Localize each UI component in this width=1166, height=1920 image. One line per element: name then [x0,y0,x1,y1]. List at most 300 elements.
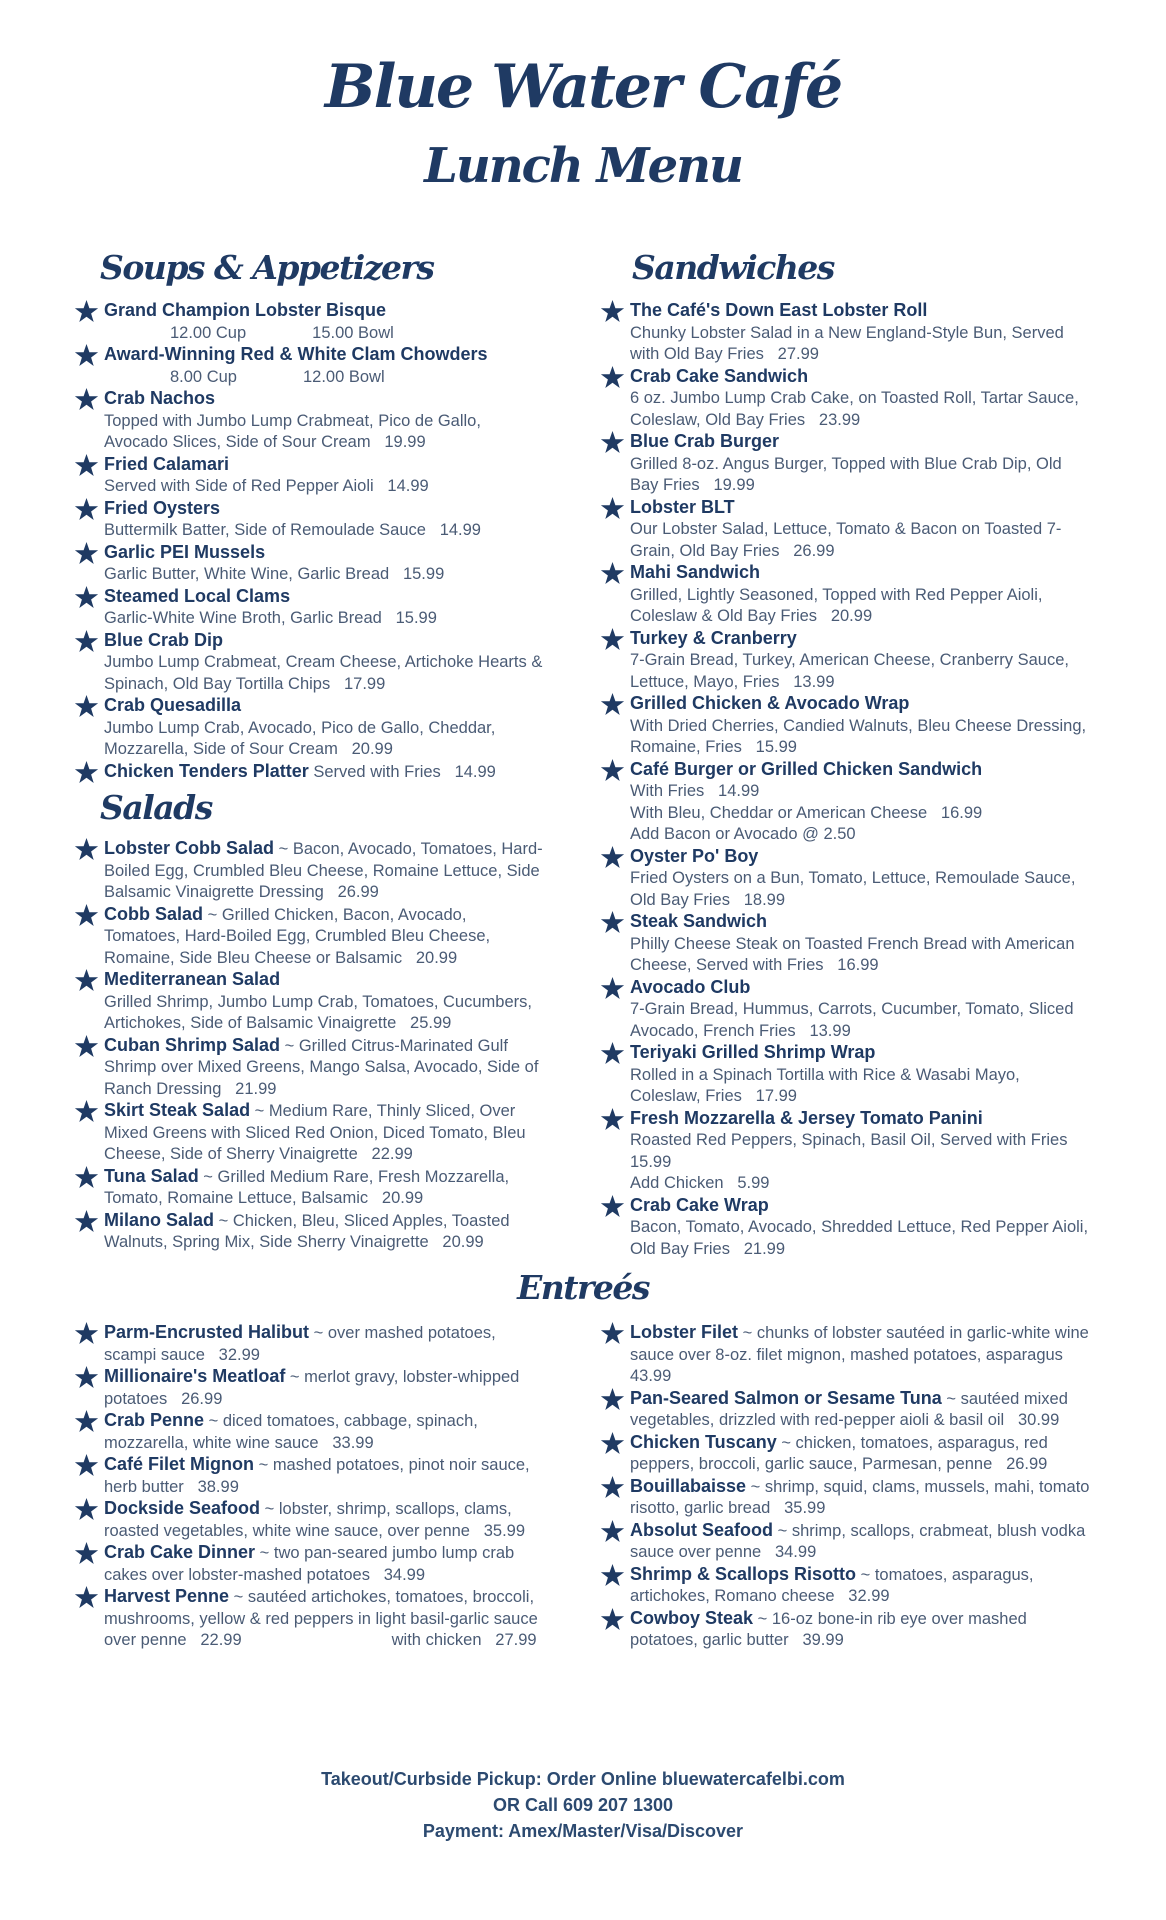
menu-item [600,1388,1090,1432]
menu-item [74,1454,544,1498]
section-heading-sandwiches: Sandwiches [632,248,834,287]
star-icon [74,388,100,410]
item-price: 19.99 [384,433,426,451]
item-description [630,454,1090,497]
menu-item-body [104,969,544,1035]
description-text: ~ Bacon, Avocado, Tomatoes, Hard-Boiled Egg, Crumbled Bleu Cheese, Romaine Lettuce, Side Balsamic Vinaigrette Dressing [104,840,543,901]
item-name: Café Filet Mignon [104,1454,254,1474]
item-price: 30.99 [1017,1411,1060,1429]
item-name: Lobster Filet [630,1322,739,1342]
item-price: 15.99 [755,738,797,756]
item-price: 13.99 [809,1021,851,1040]
menu-item [600,628,1090,694]
menu-item [600,366,1090,432]
item-price: 15.99 [395,609,437,627]
menu-item-body [104,1322,544,1366]
menu-item-body [630,1520,1090,1564]
menu-item-body [104,1366,544,1410]
menu-item [74,1542,544,1586]
item-description [630,934,1090,977]
item-price: 16.99 [940,803,983,822]
star-icon [74,1322,100,1344]
item-price: 17.99 [344,674,386,693]
menu-subtitle: Lunch Menu [424,138,742,194]
star-icon [74,969,100,991]
item-price: 20.99 [381,1189,424,1207]
item-name: Garlic PEI Mussels [104,541,266,562]
item-name: Skirt Steak Salad [104,1100,251,1120]
menu-item [600,497,1090,563]
item-name: Blue Crab Burger [630,431,780,451]
description-text: Garlic Butter, White Wine, Garlic Bread [104,565,390,583]
menu-item-body [630,1108,1090,1195]
description-text: Philly Cheese Steak on Toasted French Bread with American Cheese, Served with Fries [630,934,1075,974]
salads-list [74,838,544,1254]
menu-item-body [630,497,1090,563]
item-name: Teriyaki Grilled Shrimp Wrap [630,1042,876,1062]
item-name: Crab Cake Wrap [630,1194,769,1215]
star-icon [74,586,100,608]
item-description [104,520,544,542]
description-text: ~ mashed potatoes, pinot noir sauce, herb butter [104,1456,530,1496]
item-description [630,650,1090,693]
item-name: Fresh Mozzarella & Jersey Tomato Panini [630,1107,983,1128]
description-text: Fried Oysters on a Bun, Tomato, Lettuce, Remoulade Sauce, Old Bay Fries [630,869,1076,909]
entrees-right-list [600,1322,1090,1652]
item-name: Steamed Local Clams [104,585,291,606]
menu-item [74,1100,544,1166]
description-text: Grilled Shrimp, Jumbo Lump Crab, Tomatoes, Cucumbers, Artichokes, Side of Balsamic Vinaigrette [104,992,532,1032]
item-price: 32.99 [848,1587,890,1605]
star-icon [74,454,100,476]
menu-item [600,431,1090,497]
star-icon [600,431,626,453]
menu-item [600,1476,1090,1520]
item-description [104,652,544,695]
menu-item [600,759,1090,846]
menu-item-body [104,630,544,696]
star-icon [74,1454,100,1476]
menu-item [600,911,1090,977]
menu-item [74,1498,544,1542]
description-text: ~ Grilled Citrus-Marinated Gulf Shrimp over Mixed Greens, Mango Salsa, Avocado, Side of Ranch Dressing [104,1036,539,1098]
item-price: 14.99 [439,521,481,539]
item-price: 27.99 [777,345,819,363]
menu-item-body [630,977,1090,1043]
item-name: Cuban Shrimp Salad [104,1034,281,1055]
item-name: Café Burger or Grilled Chicken Sandwich [630,758,983,779]
item-name: Oyster Po' Boy [630,845,759,866]
item-name: Turkey & Cranberry [630,627,797,648]
menu-item [74,969,544,1035]
item-price: 20.99 [830,607,873,625]
description-text: ~ Grilled Medium Rare, Fresh Mozzarella, Tomato, Romaine Lettuce, Balsamic [104,1167,510,1207]
item-price: 22.99 [371,1145,413,1163]
price-bowl: 12.00 Bowl [302,367,385,386]
star-icon [600,1608,626,1630]
menu-item-body [630,1322,1090,1388]
item-description [630,1065,1090,1108]
item-description [630,388,1090,431]
menu-item-body [104,300,544,344]
star-icon [600,1564,626,1586]
menu-item [600,1432,1090,1476]
menu-item [74,344,544,388]
item-price: 39.99 [802,1631,844,1649]
menu-item-body [104,838,544,904]
menu-item-body [104,1454,544,1498]
description-text: ~ shrimp, squid, clams, mussels, mahi, tomato risotto, garlic bread [630,1477,1090,1517]
description-text: ~ Chicken, Bleu, Sliced Apples, Toasted Walnuts, Spring Mix, Side Sherry Vinaigrette [104,1211,510,1251]
item-name: Award-Winning Red & White Clam Chowders [104,344,488,364]
star-icon [600,1520,626,1542]
menu-item [74,695,544,761]
footer-order-online: Takeout/Curbside Pickup: Order Online bluewatercafelbi.com [321,1769,845,1789]
star-icon [600,759,626,781]
description-text: Jumbo Lump Crab, Avocado, Pico de Gallo, Cheddar, Mozzarella, Side of Sour Cream [104,718,496,758]
star-icon [74,1035,100,1057]
item-price: 26.99 [181,1389,223,1408]
description-text: Garlic-White Wine Broth, Garlic Bread [104,609,382,627]
star-icon [74,630,100,652]
item-price: 20.99 [442,1233,484,1251]
menu-item [600,846,1090,912]
menu-item-body [104,761,544,784]
star-icon [600,562,626,584]
item-description [630,716,1090,759]
star-icon [74,838,100,860]
menu-item-body [630,1042,1090,1108]
sandwiches-list [600,300,1090,1260]
menu-item-body [630,1608,1090,1652]
description-text: ~ sautéed mixed vegetables, drizzled with red-pepper aioli & basil oil [630,1389,1068,1429]
item-description [104,608,544,630]
description-text: ~ chicken, tomatoes, asparagus, red peppers, broccoli, garlic sauce, Parmesan, penne [630,1433,1048,1473]
item-price: 14.99 [387,477,429,495]
description-text: ~ chunks of lobster sautéed in garlic-white wine sauce over 8-oz. filet mignon, mashed potatoes, asparagus [630,1324,1089,1364]
item-price: 22.99 [200,1631,242,1649]
item-name: Cobb Salad [104,903,204,924]
description-text: ~ tomatoes, asparagus, artichokes, Romano cheese [630,1565,1034,1605]
price-cup: 12.00 Cup [170,323,247,342]
menu-item [74,454,544,498]
item-description [630,585,1090,628]
item-price: 23.99 [818,410,861,429]
item-name: Avocado Club [630,976,751,997]
menu-item [74,1210,544,1254]
star-icon [600,977,626,999]
star-icon [74,1210,100,1232]
item-price: 35.99 [784,1499,826,1517]
item-price: 34.99 [774,1543,817,1561]
item-price: 16.99 [837,956,879,974]
star-icon [600,911,626,933]
star-icon [74,761,100,783]
menu-item [600,1520,1090,1564]
item-name: Fried Calamari [104,453,230,474]
item-description [104,476,544,498]
menu-item-body [104,904,544,970]
item-price: 17.99 [755,1087,797,1105]
item-name: Crab Cake Sandwich [630,365,809,386]
star-icon [74,1100,100,1122]
menu-item [74,542,544,586]
description-text: ~ sautéed artichokes, tomatoes, broccoli, mushrooms, yellow & red peppers in light basil-garlic sauce over penne [104,1588,538,1649]
item-price: 15.99 [402,565,445,583]
item-name: Bouillabaisse [630,1475,747,1496]
item-name: Crab Quesadilla [104,695,242,715]
item-name: Millionaire's Meatloaf [104,1366,286,1386]
entrees-left-list [74,1322,544,1652]
description-text: Bacon, Tomato, Avocado, Shredded Lettuce, Red Pepper Aioli, Old Bay Fries [630,1218,1089,1258]
description-text: ~ merlot gravy, lobster-whipped potatoes [104,1368,520,1408]
menu-item [74,630,544,696]
menu-item-body [630,628,1090,694]
item-name: Absolut Seafood [630,1519,773,1540]
star-icon [600,846,626,868]
item-name: Cowboy Steak [630,1607,754,1628]
star-icon [74,1366,100,1388]
menu-item-body [104,344,544,388]
menu-item [600,1108,1090,1195]
item-price: 5.99 [737,1174,770,1192]
menu-item [74,1366,544,1410]
menu-item-body [630,562,1090,628]
price-bowl: 15.00 Bowl [312,323,394,342]
menu-item-body [630,693,1090,759]
menu-item [600,1322,1090,1388]
item-option [630,803,1090,825]
price-cup: 8.00 Cup [170,367,237,386]
menu-item [600,693,1090,759]
star-icon [74,344,100,366]
description-text: Served with Side of Red Pepper Aioli [104,477,374,495]
menu-item-body [630,431,1090,497]
item-price: 20.99 [415,948,458,967]
item-price: 34.99 [383,1565,426,1584]
extra-label: with chicken [391,1631,482,1649]
star-icon [74,1542,100,1564]
star-icon [74,904,100,926]
item-name: Lobster Cobb Salad [104,838,275,858]
menu-item [600,977,1090,1043]
menu-item [74,1410,544,1454]
item-name: Parm-Encrusted Halibut [104,1322,310,1342]
item-name: The Café's Down East Lobster Roll [630,300,928,320]
menu-item [74,1322,544,1366]
item-price: 32.99 [218,1345,260,1364]
item-price: 19.99 [713,476,755,494]
star-icon [600,497,626,519]
star-icon [74,1498,100,1520]
menu-item [600,1042,1090,1108]
section-heading-salads: Salads [100,788,212,827]
item-price: 26.99 [337,883,379,901]
option-label: With Fries [630,782,705,800]
description-text: 7-Grain Bread, Turkey, American Cheese, Cranberry Sauce, Lettuce, Mayo, Fries [630,651,1069,691]
item-name: Milano Salad [104,1209,215,1230]
menu-item [74,1586,544,1652]
item-price: 18.99 [743,890,786,909]
description-text: With Dried Cherries, Candied Walnuts, Bleu Cheese Dressing, Romaine, Fries [630,716,1087,756]
menu-item-body [630,759,1090,846]
item-description [630,1217,1090,1260]
footer-payment: Payment: Amex/Master/Visa/Discover [422,1821,744,1841]
menu-item [74,388,544,454]
star-icon [74,695,100,717]
menu-item [74,1035,544,1101]
item-name: Chicken Tuscany [630,1431,777,1452]
star-icon [600,1195,626,1217]
star-icon [600,1476,626,1498]
menu-item [74,904,544,970]
star-icon [600,1108,626,1130]
star-icon [600,1042,626,1064]
menu-item-body [104,1542,544,1586]
menu-item-body [630,300,1090,366]
item-name: Mahi Sandwich [630,562,761,582]
menu-item-body [104,1498,544,1542]
item-description [630,1130,1090,1173]
menu-item-body [104,695,544,761]
menu-item-body [104,1210,544,1254]
item-price: 21.99 [235,1079,277,1098]
item-price: 15.99 [630,1152,672,1171]
menu-item-body [104,586,544,630]
item-description [630,999,1090,1042]
menu-item-body [630,1432,1090,1476]
menu-item [600,1608,1090,1652]
star-icon [74,1166,100,1188]
item-price: 26.99 [793,541,835,560]
description-text: ~ shrimp, scallops, crabmeat, blush vodka sauce over penne [630,1521,1086,1561]
item-name: Shrimp & Scallops Risotto [630,1563,857,1584]
item-name: Pan-Seared Salmon or Sesame Tuna [630,1387,942,1408]
description-text: Buttermilk Batter, Side of Remoulade Sauce [104,521,426,539]
menu-item [74,761,544,784]
menu-item-body [104,1410,544,1454]
description-text: 7-Grain Bread, Hummus, Carrots, Cucumber, Tomato, Sliced Avocado, French Fries [630,1000,1074,1040]
item-prices [104,323,544,345]
menu-item [600,1195,1090,1261]
description-text: ~ diced tomatoes, cabbage, spinach, mozzarella, white wine sauce [104,1412,478,1452]
menu-item-body [104,498,544,542]
star-icon [74,1410,100,1432]
description-text: ~ lobster, shrimp, scallops, clams, roasted vegetables, white wine sauce, over penne [104,1500,512,1540]
menu-item-body [630,846,1090,912]
description-text: Jumbo Lump Crabmeat, Cream Cheese, Artichoke Hearts & Spinach, Old Bay Tortilla Chips [104,653,543,693]
item-option: Add Bacon or Avocado @ 2.50 [630,825,856,843]
item-description [104,411,544,454]
menu-item [600,1564,1090,1608]
item-description [630,868,1090,911]
description-text: Our Lobster Salad, Lettuce, Tomato & Bacon on Toasted 7-Grain, Old Bay Fries [630,520,1062,560]
menu-item-body [104,388,544,454]
menu-item-body [104,454,544,498]
item-name: Crab Nachos [104,388,216,408]
item-name: Dockside Seafood [104,1498,261,1518]
description-text: Grilled 8-oz. Angus Burger, Topped with Blue Crab Dip, Old Bay Fries [630,454,1062,494]
menu-item-body [104,1166,544,1210]
star-icon [74,498,100,520]
description-text: Grilled, Lightly Seasoned, Topped with Red Pepper Aioli, Coleslaw & Old Bay Fries [630,585,1043,625]
item-description [104,564,544,586]
footer [0,1766,1166,1844]
description-text: Topped with Jumbo Lump Crabmeat, Pico de Gallo, Avocado Slices, Side of Sour Cream [104,411,481,451]
item-description [104,992,544,1035]
star-icon [74,300,100,322]
star-icon [600,1322,626,1344]
item-name: Chicken Tenders Platter [104,760,309,781]
item-description [104,718,544,761]
item-prices [104,367,544,389]
menu-item-body [104,1586,544,1652]
menu-item [74,498,544,542]
star-icon [600,628,626,650]
star-icon [74,542,100,564]
item-name: Fried Oysters [104,497,221,518]
star-icon [600,1388,626,1410]
star-icon [74,1586,100,1608]
star-icon [600,366,626,388]
description-text: ~ two pan-seared jumbo lump crab cakes over lobster-mashed potatoes [104,1544,515,1584]
menu-item [600,300,1090,366]
description-text: Chunky Lobster Salad in a New England-Style Bun, Served with Old Bay Fries [630,323,1064,363]
item-price: 14.99 [454,762,496,781]
item-name: Blue Crab Dip [104,629,224,650]
item-name: Mediterranean Salad [104,969,281,989]
description-text: Roasted Red Peppers, Spinach, Basil Oil, Served with Fries [630,1131,1068,1149]
item-name: Crab Penne [104,1410,205,1430]
item-addon [630,1173,1090,1195]
menu-item [74,300,544,344]
menu-item-body [104,1035,544,1101]
star-icon [600,693,626,715]
soups-list [74,300,544,783]
menu-item-body [630,1388,1090,1432]
menu-item-body [630,1564,1090,1608]
menu-item [74,586,544,630]
item-name: Steak Sandwich [630,911,768,931]
section-heading-entrees: Entreés [517,1268,649,1307]
description-text: Rolled in a Spinach Tortilla with Rice & Wasabi Mayo, Coleslaw, Fries [630,1065,1020,1105]
star-icon [600,1432,626,1454]
menu-item-body [630,911,1090,977]
item-price: 14.99 [718,782,760,800]
section-heading-soups: Soups & Appetizers [100,248,434,287]
item-price: 38.99 [197,1477,239,1496]
description-text: ~ Medium Rare, Thinly Sliced, Over Mixed Greens with Sliced Red Onion, Diced Tomato, Bleu Cheese, Side of Sherry Vinaigrette [104,1102,526,1163]
menu-item-body [630,366,1090,432]
item-name: Crab Cake Dinner [104,1542,256,1562]
description-text: ~ Grilled Chicken, Bacon, Avocado, Tomatoes, Hard-Boiled Egg, Crumbled Bleu Cheese, Romaine, Side Bleu Cheese or Balsamic [104,905,491,967]
item-name: Lobster BLT [630,496,735,517]
item-description [630,323,1090,366]
menu-item-body [104,542,544,586]
item-price: 35.99 [483,1521,526,1540]
item-price: 33.99 [332,1433,374,1452]
item-price: 13.99 [793,672,835,691]
item-price: 21.99 [743,1239,786,1258]
menu-item-body [630,1195,1090,1261]
menu-item-body [630,1476,1090,1520]
item-price: 27.99 [495,1631,537,1649]
item-name: Tuna Salad [104,1165,199,1186]
description-text: Served with Fries [313,762,441,781]
menu-item [74,1166,544,1210]
star-icon [600,300,626,322]
footer-phone: OR Call 609 207 1300 [492,1795,674,1815]
